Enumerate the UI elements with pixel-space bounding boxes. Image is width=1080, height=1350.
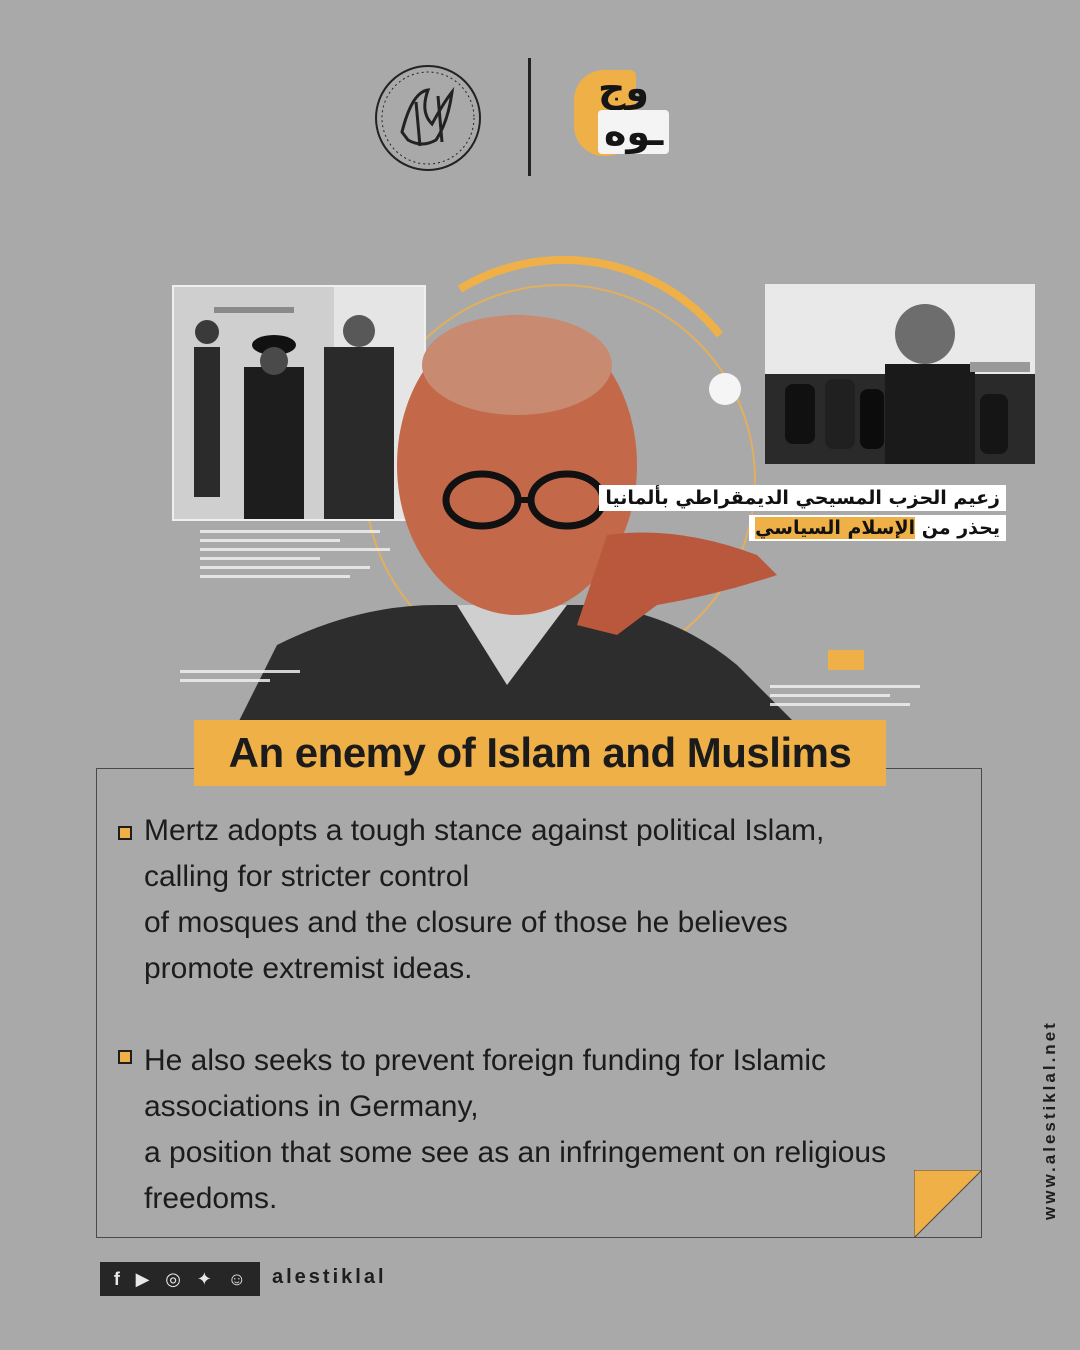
- arabic-caption-line2: [749, 515, 1006, 541]
- paragraph-2: [144, 1038, 944, 1222]
- orange-accent-block: [828, 650, 864, 670]
- decorative-text-lines-right: [770, 685, 930, 712]
- decorative-text-lines-bottom-left: [180, 670, 380, 688]
- photo-right-press: [765, 284, 1035, 464]
- paragraph-line: calling for stricter control: [144, 860, 470, 893]
- snapchat-icon[interactable]: ☺: [227, 1268, 247, 1289]
- paragraph-line: a position that some see as an infringement on religious: [144, 1136, 887, 1169]
- paragraph-line: associations in Germany,: [144, 1090, 479, 1123]
- paragraph-line: Mertz adopts a tough stance against political Islam,: [144, 814, 825, 847]
- twitter-icon[interactable]: ✦: [196, 1268, 212, 1289]
- arabic-caption-prefix: يحذر من: [915, 517, 1000, 539]
- website-url[interactable]: www.alestiklal.net: [1040, 1020, 1059, 1220]
- decorative-text-lines-left: [200, 530, 400, 584]
- page-corner-fold: [914, 1170, 982, 1238]
- paragraph-line: of mosques and the closure of those he believes: [144, 906, 788, 939]
- paragraph-line: promote extremist ideas.: [144, 952, 473, 985]
- paragraph-line: freedoms.: [144, 1182, 278, 1215]
- paragraph-1: [144, 808, 944, 992]
- arabic-caption: [599, 485, 1006, 541]
- bullet-icon: [118, 1050, 132, 1064]
- page-title: An enemy of Islam and Muslims: [228, 729, 852, 776]
- youtube-icon[interactable]: ▶: [135, 1268, 150, 1289]
- paragraph-line: He also seeks to prevent foreign funding for Islamic: [144, 1044, 827, 1077]
- bullet-icon: [118, 826, 132, 840]
- header-divider: [528, 58, 531, 176]
- arabic-caption-highlight: الإسلام السياسي: [755, 517, 916, 539]
- social-links-bar: [100, 1262, 260, 1296]
- facebook-icon[interactable]: f: [113, 1268, 120, 1289]
- wajh-face-logo: [574, 66, 694, 166]
- logo-text-line1: وج: [598, 66, 650, 110]
- logo-text-line2: ـوه: [598, 110, 669, 154]
- instagram-icon[interactable]: ◎: [165, 1268, 182, 1289]
- alestiklal-seal-logo: [372, 62, 484, 174]
- social-handle: alestiklal: [272, 1266, 387, 1288]
- arabic-caption-line1: زعيم الحزب المسيحي الديمقراطي بألمانيا: [599, 485, 1006, 511]
- title-band: [194, 720, 886, 786]
